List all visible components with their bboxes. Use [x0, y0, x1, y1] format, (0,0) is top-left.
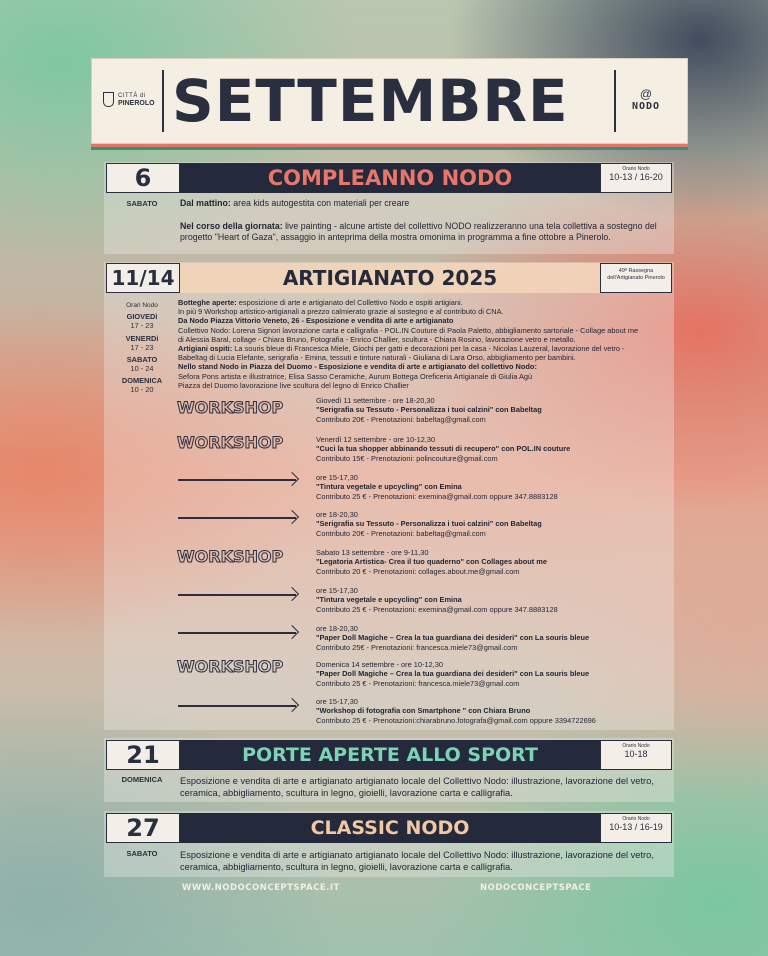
arrow-icon [178, 517, 296, 519]
workshop-date: Venerdì 12 settembre - ore 10-12,30 [316, 435, 436, 444]
event-description: Esposizione e vendita di arte e artigianato artigianato locale del Collettivo Nodo: illustrazione, lavorazione del vetro, ceramica, abbigliamento, scultura in legno, gioielli, lavorazione carta e calligrafia. [180, 776, 654, 798]
workshop-contact: Contributo 20 € - Prenotazioni: collages.about.me@gmail.com [316, 566, 520, 576]
city-crest-icon [103, 92, 114, 107]
workshop-entry [316, 624, 589, 652]
event-title: ARTIGIANATO 2025 [180, 263, 600, 293]
workshop-contact: Contributo 25 € - Prenotazioni:chiarabruno.fotografa@gmail.com oppure 3394722696 [316, 715, 596, 725]
schedule-hours: 10 - 20 [130, 385, 154, 394]
event-title: COMPLEANNO NODO [180, 163, 600, 193]
schedule-day: GIOVEDì [126, 312, 158, 321]
workshop-date: ore 15-17,30 [316, 586, 358, 595]
event-hours-box [600, 813, 672, 843]
schedule-item [112, 335, 172, 352]
workshop-title: "Tintura vegetale e upcycling" con Emina [316, 595, 462, 605]
workshop-label: WORKSHOP [177, 657, 284, 676]
schedule-hours: 17 - 23 [130, 321, 154, 330]
schedule-day: DOMENICA [121, 376, 163, 385]
detail-line [178, 353, 674, 362]
event-title: PORTE APERTE ALLO SPORT [180, 740, 600, 770]
detail-line [178, 307, 674, 316]
detail-text: di Alessia Baral, collage - Chiara Bruno, Fotografia - Enrico Challier, scultura - Chiara Rosino, lavorazione vetro e metallo. [178, 334, 576, 344]
event-hours-box [600, 740, 672, 770]
schedule-hours: 10 - 24 [130, 364, 154, 373]
workshop-contact: Contributo 20€ - Prenotazioni: babeltag@gmail.com [316, 528, 486, 538]
workshop-contact: Contributo 20€ - Prenotazioni: babeltag@gmail.com [316, 414, 486, 424]
event-paragraph-1 [180, 198, 670, 209]
workshop-date: Sabato 13 settembre - ore 9-11,30 [316, 548, 429, 557]
detail-text: Sefora Pons artista e illustratrice, Elisa Sasso Ceramiche, Aurum Bottega Oreficeria Artigianale di Giulia Agù [178, 371, 533, 381]
at-symbol: @ [639, 87, 653, 101]
detail-line [178, 362, 674, 371]
workshop-date: Giovedì 11 settembre - ore 18-20,30 [316, 396, 435, 405]
workshop-date: ore 15-17,30 [316, 473, 358, 482]
workshop-title: "Paper Doll Magiche – Crea la tua guardiana dei desideri" con La souris bleue [316, 669, 590, 679]
footer-social-handle[interactable]: NODOCONCEPTSPACE [480, 883, 592, 893]
schedule-hours: 17 - 23 [130, 343, 154, 352]
arrow-icon [178, 594, 296, 596]
detail-line [178, 335, 674, 344]
divider-left [162, 70, 164, 132]
hours-value: 10-13 / 16-19 [609, 822, 663, 832]
workshop-title: "Workshop di fotografia con Smartphone " con Chiara Bruno [316, 706, 531, 716]
detail-line [178, 381, 674, 390]
detail-text: esposizione di arte e artigianato del Collettivo Nodo e ospiti artigiani. [236, 298, 463, 307]
schedule-item [112, 313, 172, 330]
detail-text: In più 9 Workshop artistico-artigianali a prezzo calmierato grazie al sostegno e al contributo di CNA. [178, 307, 504, 317]
workshop-entry [316, 510, 542, 538]
workshop-label: WORKSHOP [177, 398, 284, 417]
divider-right [614, 70, 616, 132]
event-day: 11/14 [106, 263, 180, 293]
workshop-entry [316, 473, 558, 501]
workshop-entry [316, 435, 570, 463]
p2-text: live painting - alcune artiste del collettivo NODO realizzeranno una tela collettiva a sostegno del progetto "Heart of Gaza", assaggio in anteprima della mostra omonima in programma a fine ottobre a Pinerolo. [180, 221, 657, 242]
detail-line [178, 298, 674, 307]
hours-label: Orario Nodo [622, 743, 650, 749]
workshop-label: WORKSHOP [177, 433, 284, 452]
event-weekday: SABATO [126, 849, 158, 858]
workshop-contact: Contributo 25 € - Prenotazioni: exemina@gmail.com oppure 347.8883128 [316, 604, 558, 614]
detail-line [178, 326, 674, 335]
event-day: 6 [106, 163, 180, 193]
p1-text: area kids autogestita con materiali per creare [230, 198, 410, 208]
workshop-title: "Cuci la tua shopper abbinando tessuti di recupero" con POL.IN couture [316, 444, 571, 454]
workshop-entry [316, 697, 596, 725]
schedule-day: VENERDì [125, 334, 159, 343]
schedule-item [112, 377, 172, 394]
workshop-date: ore 18-20,30 [316, 510, 358, 519]
workshop-contact: Contributo 25€ - Prenotazioni: francesca.miele73@gmail.com [316, 642, 518, 652]
detail-bold: Da Nodo Piazza Vittorio Veneto, 26 - Esposizione e vendita di arte e artigianato [178, 316, 454, 326]
workshop-title: "Serigrafia su Tessuto - Personalizza i tuoi calzini" con Babeltag [316, 405, 542, 415]
workshop-label: WORKSHOP [177, 547, 284, 566]
p2-bold: Nel corso della giornata: [180, 221, 283, 231]
workshop-entry [316, 548, 547, 576]
hours-label: Orario Nodo [622, 816, 650, 822]
p1-bold: Dal mattino: [180, 198, 231, 208]
event-day: 21 [106, 740, 180, 770]
workshop-date: ore 18-20,30 [316, 624, 358, 633]
city-logo [103, 88, 155, 116]
footer-website-link[interactable]: WWW.NODOCONCEPTSPACE.IT [182, 883, 340, 893]
workshop-title: "Serigrafia su Tessuto - Personalizza i tuoi calzini" con Babeltag [316, 519, 542, 529]
schedule-item [112, 356, 172, 373]
event-weekday: DOMENICA [121, 775, 163, 784]
brand-logo: NODO [631, 101, 661, 112]
schedule-label-text: Orari Nodo [126, 302, 158, 309]
workshop-entry [316, 396, 542, 424]
city-name: PINEROLO [118, 100, 155, 107]
workshop-contact: Contributo 15€ - Prenotazioni: polincouture@gmail.com [316, 453, 498, 463]
detail-bold: Botteghe aperte: [178, 298, 237, 307]
hours-label: Orario Nodo [622, 166, 650, 172]
workshop-title: "Paper Doll Magiche – Crea la tua guardiana dei desideri" con La souris bleue [316, 633, 590, 643]
detail-line [178, 372, 674, 381]
detail-bold: Artigiani ospiti: [178, 344, 233, 354]
detail-text: Collettivo Nodo: Lorena Signori lavorazione carta e calligrafia - POL.IN Couture di Paola Paletto, abbigliamento sartoriale - Collage about me [178, 325, 639, 335]
hours-value: 10-13 / 16-20 [609, 172, 663, 182]
event-hours-box [600, 163, 672, 193]
event-paragraph-2 [180, 221, 672, 243]
workshop-entry [316, 586, 558, 614]
city-small-label: CITTÀ di [118, 93, 146, 99]
workshop-date: ore 15-17,30 [316, 697, 358, 706]
event-description: Esposizione e vendita di arte e artigianato artigianato locale del Collettivo Nodo: illustrazione, lavorazione del vetro, ceramica, abbigliamento, scultura in legno, gioielli, lavorazione carta e calligrafia. [180, 850, 654, 872]
workshop-title: "Legatoria Artistica- Crea il tuo quaderno" con Collages about me [316, 557, 547, 567]
arrow-icon [178, 705, 296, 707]
event-day: 27 [106, 813, 180, 843]
detail-text: Piazza del Duomo lavorazione live scultura del legno di Enrico Challier [178, 380, 409, 390]
arrow-icon [178, 632, 296, 634]
workshop-entry [316, 660, 589, 688]
detail-line [178, 344, 674, 353]
event-info-box [600, 263, 672, 293]
schedule-day: SABATO [126, 355, 158, 364]
event-title: CLASSIC NODO [180, 813, 600, 843]
schedule-label [112, 301, 172, 310]
event-details [178, 298, 674, 390]
page-title: SETTEMBRE [172, 67, 569, 135]
detail-bold: Nello stand Nodo in Piazza del Duomo - Esposizione e vendita di arte e artigianato del collettivo Nodo: [178, 362, 537, 372]
arrow-icon [178, 479, 296, 481]
event-weekday: SABATO [126, 199, 158, 208]
workshop-contact: Contributo 25 € - Prenotazioni: exemina@gmail.com oppure 347.8883128 [316, 491, 558, 501]
detail-text: La souris bleue di Francesca Miele, Giochi per gatti e decorazioni per la casa - Nicolas Lauzeral, lavorazione del vetro - [232, 344, 625, 354]
hours-value: 10-18 [624, 749, 648, 759]
workshop-date: Domenica 14 settembre - ore 10-12,30 [316, 660, 443, 669]
detail-line [178, 316, 674, 325]
workshop-contact: Contributo 25 € - Prenotazioni: francesca.miele73@gmail.com [316, 678, 520, 688]
detail-text: Babeltag di Lucia Elefante, serigrafia - Emina, tessuti e tinture naturali - Giuliana di Lara Orso, abbigliamento per bambini. [178, 353, 576, 363]
event-info-text: 49ª Rassegna dell'Artigianato Pinerolo [607, 268, 665, 281]
header-stripe-green [91, 147, 688, 150]
workshop-title: "Tintura vegetale e upcycling" con Emina [316, 482, 462, 492]
